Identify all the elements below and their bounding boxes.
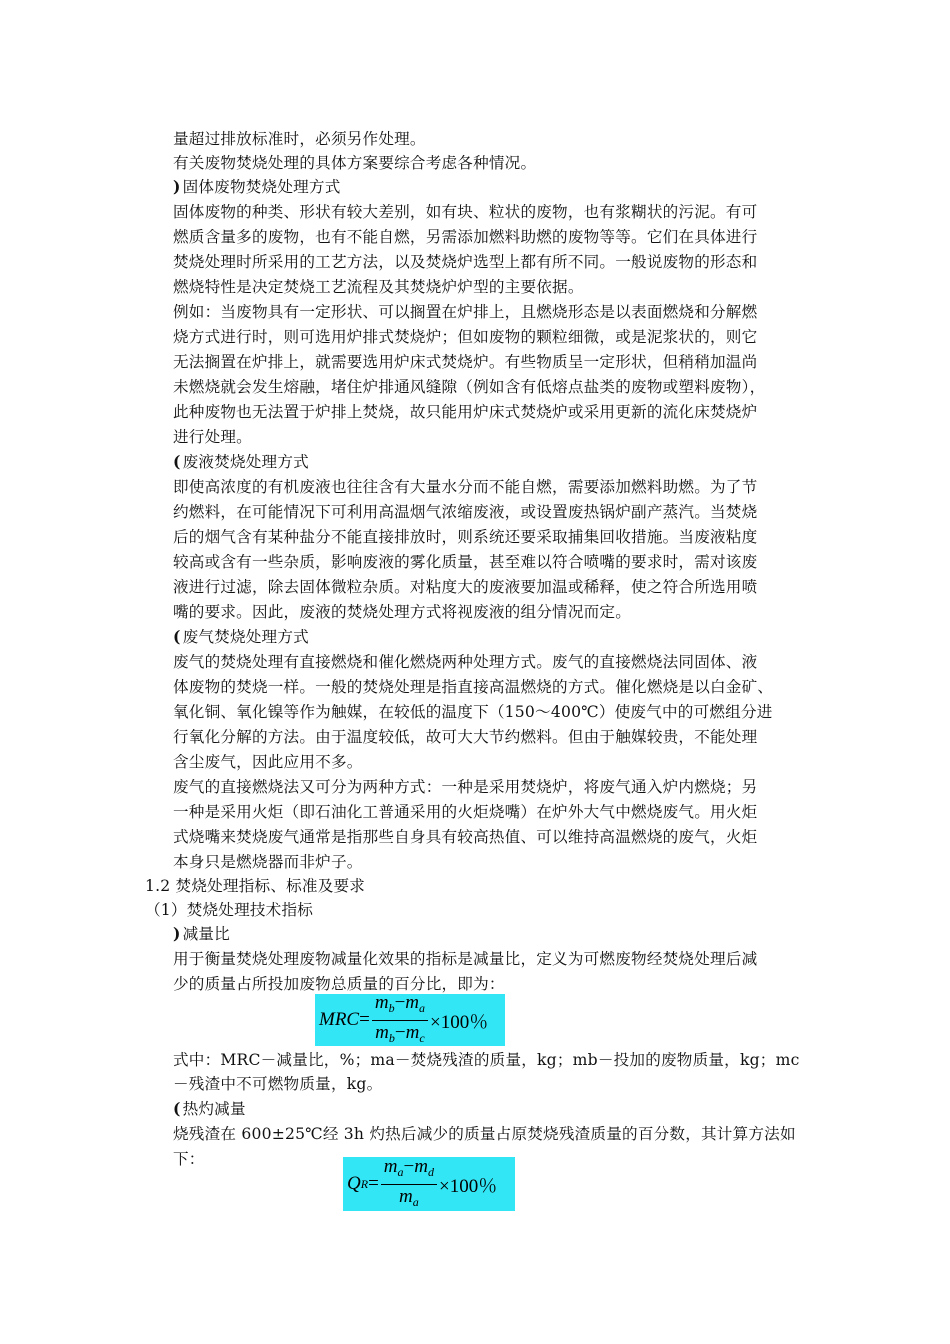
subscript: c <box>419 1030 425 1045</box>
text-line: 液进行过滤，除去固体微粒杂质。对粘度大的废液要加温或稀释，使之符合所选用喷 <box>173 578 758 596</box>
heading-liquid-waste <box>173 450 309 474</box>
heading-ignition-loss <box>173 1097 246 1121</box>
text-line: 燃烧特性是决定焚烧工艺流程及其焚烧炉炉型的主要依据。 <box>173 278 584 296</box>
fraction-numerator <box>372 992 428 1021</box>
subscript: b <box>388 1000 395 1015</box>
text-line: 有关废物焚烧处理的具体方案要综合考虑各种情况。 <box>173 154 537 172</box>
text-line: 燃质含量多的废物，也有不能自燃，另需添加燃料助燃的废物等等。它们在具体进行 <box>173 228 758 246</box>
multiplier: ×100％ <box>438 1175 498 1197</box>
variable: m <box>399 1185 413 1207</box>
operator: − <box>403 1155 415 1177</box>
heading-reduction-ratio <box>173 922 230 946</box>
variable: m <box>383 1155 398 1177</box>
fraction-numerator <box>381 1156 437 1185</box>
fraction <box>372 992 428 1049</box>
fraction-denominator <box>372 1021 428 1049</box>
subsection-heading: （1）焚烧处理技术指标 <box>145 901 314 919</box>
heading-solid-waste <box>173 175 341 199</box>
formula-lhs: Q <box>347 1173 361 1194</box>
heading-text: 热灼减量 <box>182 1100 246 1118</box>
variable: m <box>375 1021 389 1043</box>
text-line: 氧化铜、氧化镍等作为触媒，在较低的温度下（150～400℃）使废气中的可燃组分进 <box>173 703 773 721</box>
operator: − <box>394 991 406 1013</box>
list-marker: ( <box>173 452 181 471</box>
equals-sign: = <box>359 1009 370 1030</box>
text-line: －残渣中不可燃物质量，kg。 <box>173 1075 383 1093</box>
heading-text: 固体废物焚烧处理方式 <box>182 178 341 196</box>
text-line: 后的烟气含有某种盐分不能直接排放时，则系统还要采取捕集回收措施。当废液粘度 <box>173 528 758 546</box>
text-line: 嘴的要求。因此，废液的焚烧处理方式将视废液的组分情况而定。 <box>173 603 632 621</box>
text-line: 焚烧处理时所采用的工艺方法，以及焚烧炉选型上都有所不同。一般说废物的形态和 <box>173 253 758 271</box>
text-line: 本身只是燃烧器而非炉子。 <box>173 853 363 871</box>
formula-qr <box>343 1157 515 1211</box>
variable: m <box>405 1021 420 1043</box>
text-line: 下： <box>173 1150 205 1168</box>
text-line: 体废物的焚烧一样。一般的焚烧处理是指直接高温燃烧的方式。催化燃烧是以白金矿、 <box>173 678 774 696</box>
heading-waste-gas <box>173 625 309 649</box>
fraction-denominator <box>396 1185 422 1213</box>
fraction <box>381 1156 437 1213</box>
list-marker: ) <box>173 177 181 196</box>
text-line: 例如：当废物具有一定形状、可以搁置在炉排上，且燃烧形态是以表面燃烧和分解燃 <box>173 303 758 321</box>
variable: m <box>374 991 389 1013</box>
text-line: 行氧化分解的方法。由于温度较低，故可大大节约燃料。但由于触媒较贵，不能处理 <box>173 728 758 746</box>
text-line: 固体废物的种类、形状有较大差别，如有块、粒状的废物，也有浆糊状的污泥。有可 <box>173 203 758 221</box>
text-line: 废气的焚烧处理有直接燃烧和催化燃烧两种处理方式。废气的直接燃烧法同固体、液 <box>173 653 758 671</box>
operator: − <box>394 1021 406 1043</box>
text-line: 约燃料，在可能情况下可利用高温烟气浓缩废液，或设置废热锅炉副产蒸汽。当焚烧 <box>173 503 758 521</box>
heading-text: 废液焚烧处理方式 <box>182 453 309 471</box>
formula-mrc <box>315 991 505 1046</box>
subscript: R <box>360 1176 369 1191</box>
multiplier: ×100％ <box>430 1011 489 1033</box>
text-line: 未燃烧就会发生熔融，堵住炉排通风缝隙（例如含有低熔点盐类的废物或塑料废物）， <box>173 378 766 396</box>
subscript: d <box>427 1164 434 1179</box>
formula-lhs: MRC <box>319 1009 360 1030</box>
section-heading: 1.2 焚烧处理指标、标准及要求 <box>145 877 366 895</box>
text-line: 废气的直接燃烧法又可分为两种方式：一种是采用焚烧炉，将废气通入炉内燃烧；另 <box>173 778 758 796</box>
text-line: 含尘废气，因此应用不多。 <box>173 753 363 771</box>
text-line: 烧方式进行时，则可选用炉排式焚烧炉；但如废物的颗粒细微，或是泥浆状的，则它 <box>173 328 758 346</box>
subscript: a <box>419 1000 426 1015</box>
text-line: 量超过排放标准时，必须另作处理。 <box>173 130 426 148</box>
list-marker: ) <box>173 924 181 943</box>
heading-text: 废气焚烧处理方式 <box>182 628 309 646</box>
text-line: 少的质量占所投加废物总质量的百分比，即为： <box>173 975 505 993</box>
variable: m <box>414 1155 428 1177</box>
variable: m <box>405 991 420 1013</box>
text-line: 式中：MRC－减量比，%；ma－焚烧残渣的质量，kg；mb－投加的废物质量，kg；mc <box>173 1051 800 1069</box>
subscript: a <box>397 1164 404 1179</box>
text-line: 此种废物也无法置于炉排上焚烧，故只能用炉床式焚烧炉或采用更新的流化床焚烧炉 <box>173 403 758 421</box>
heading-text: 减量比 <box>182 925 230 943</box>
text-line: 即使高浓度的有机废液也往往含有大量水分而不能自燃，需要添加燃料助燃。为了节 <box>173 478 758 496</box>
text-line: 式烧嘴来焚烧废气通常是指那些自身具有较高热值、可以维持高温燃烧的废气，火炬 <box>173 828 758 846</box>
text-line: 用于衡量焚烧处理废物减量化效果的指标是减量比，定义为可燃废物经焚烧处理后减 <box>173 950 758 968</box>
equals-sign: = <box>368 1173 379 1194</box>
list-marker: ( <box>173 1099 181 1118</box>
text-line: 一种是采用火炬（即石油化工普通采用的火炬烧嘴）在炉外大气中燃烧废气。用火炬 <box>173 803 758 821</box>
text-line: 无法搁置在炉排上，就需要选用炉床式焚烧炉。有些物质呈一定形状，但稍稍加温尚 <box>173 353 758 371</box>
text-line: 烧残渣在 600±25℃经 3h 灼热后减少的质量占原焚烧残渣质量的百分数，其计算方法如 <box>173 1125 796 1143</box>
text-line: 较高或含有一些杂质，影响废液的雾化质量，甚至难以符合喷嘴的要求时，需对该废 <box>173 553 758 571</box>
list-marker: ( <box>173 627 181 646</box>
text-line: 进行处理。 <box>173 428 252 446</box>
subscript: a <box>412 1194 419 1209</box>
subscript: b <box>388 1030 395 1045</box>
